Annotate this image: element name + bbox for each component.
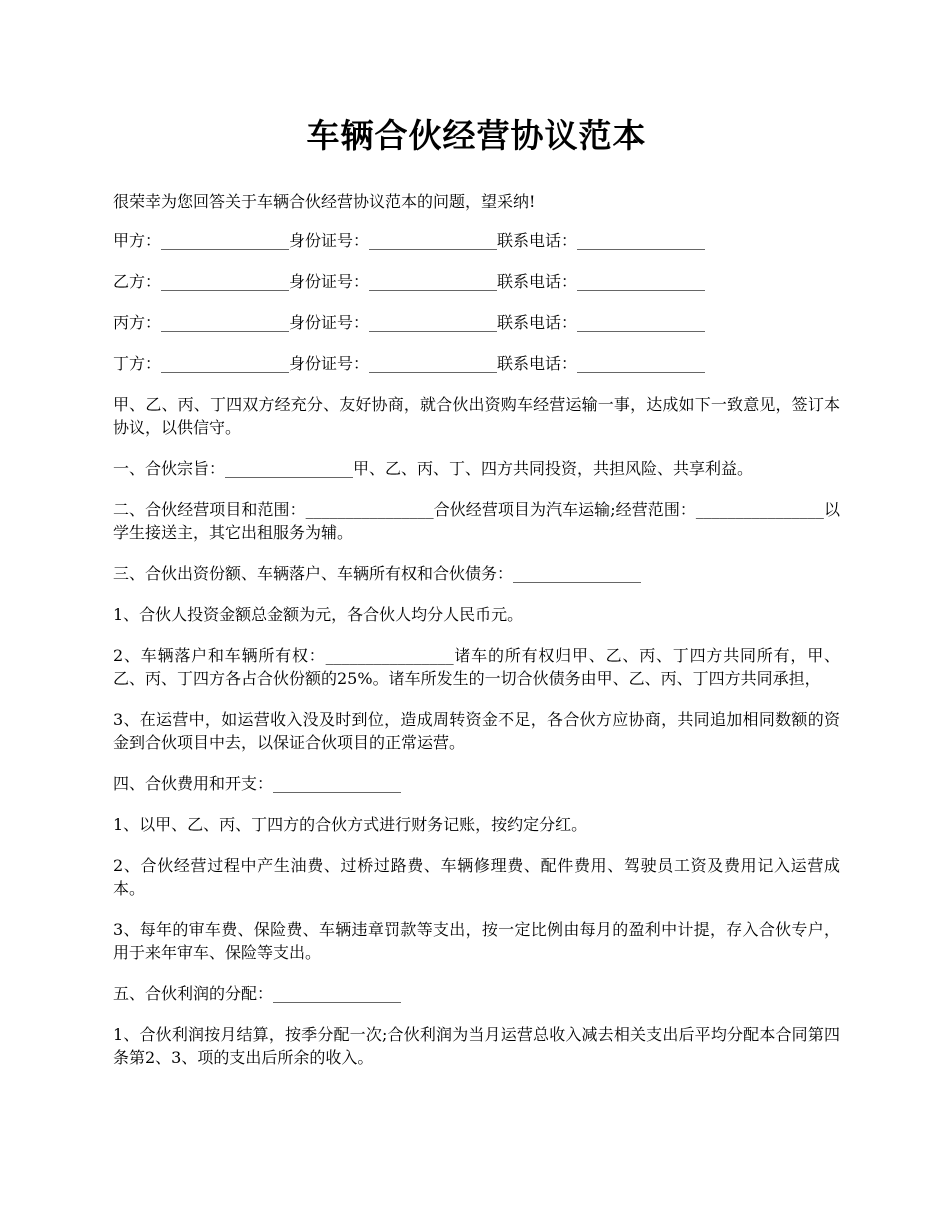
clause-5-heading: 五、合伙利润的分配：________________ bbox=[113, 984, 402, 1003]
party-a-line: 甲方：________________身份证号：________________联系电话：________________ bbox=[113, 231, 706, 250]
clause-4-heading: 四、合伙费用和开支：________________ bbox=[113, 774, 402, 793]
document-title: 车辆合伙经营协议范本 bbox=[306, 116, 647, 155]
party-b-line: 乙方：________________身份证号：________________联系电话：________________ bbox=[113, 272, 706, 291]
clause-3-item-2: 2、车辆落户和车辆所有权：________________诸车的所有权归甲、乙、丙、丁四方共同所有，甲、乙、丙、丁四方各占合伙份额的25%。诸车所发生的一切合伙债务由甲、乙、丙、丁四方共同承担， bbox=[113, 646, 840, 688]
clause-5-item-1: 1、合伙利润按月结算，按季分配一次;合伙利润为当月运营总收入减去相关支出后平均分配本合同第四条第2、3、项的支出后所余的收入。 bbox=[113, 1025, 840, 1067]
clause-3-heading: 三、合伙出资份额、车辆落户、车辆所有权和合伙债务：________________ bbox=[113, 564, 642, 583]
clause-4-item-1: 1、以甲、乙、丙、丁四方的合伙方式进行财务记账，按约定分红。 bbox=[113, 815, 588, 834]
clause-4-item-3: 3、每年的审车费、保险费、车辆违章罚款等支出，按一定比例由每月的盈利中计提，存入合伙专户，用于来年审车、保险等支出。 bbox=[113, 920, 840, 962]
document-page bbox=[113, 108, 840, 1087]
clause-4-item-2: 2、合伙经营过程中产生油费、过桥过路费、车辆修理费、配件费用、驾驶员工资及费用记入运营成本。 bbox=[113, 856, 840, 898]
party-d-line: 丁方：________________身份证号：________________联系电话：________________ bbox=[113, 354, 706, 373]
clause-1-purpose: 一、合伙宗旨：________________甲、乙、丙、丁、四方共同投资，共担风险、共享利益。 bbox=[113, 459, 754, 478]
party-c-line: 丙方：________________身份证号：________________联系电话：________________ bbox=[113, 313, 706, 332]
preamble-paragraph: 甲、乙、丙、丁四双方经充分、友好协商，就合伙出资购车经营运输一事，达成如下一致意见，签订本协议，以供信守。 bbox=[113, 395, 840, 437]
clause-3-item-3: 3、在运营中，如运营收入没及时到位，造成周转资金不足，各合伙方应协商，共同追加相同数额的资金到合伙项目中去，以保证合伙项目的正常运营。 bbox=[113, 710, 840, 752]
intro-paragraph: 很荣幸为您回答关于车辆合伙经营协议范本的问题，望采纳! bbox=[113, 192, 536, 211]
clause-3-item-1: 1、合伙人投资金额总金额为元，各合伙人均分人民币元。 bbox=[113, 605, 524, 624]
clause-2-scope: 二、合伙经营项目和范围：________________合伙经营项目为汽车运输;经营范围：________________以学生接送主，其它出租服务为辅。 bbox=[113, 500, 840, 542]
